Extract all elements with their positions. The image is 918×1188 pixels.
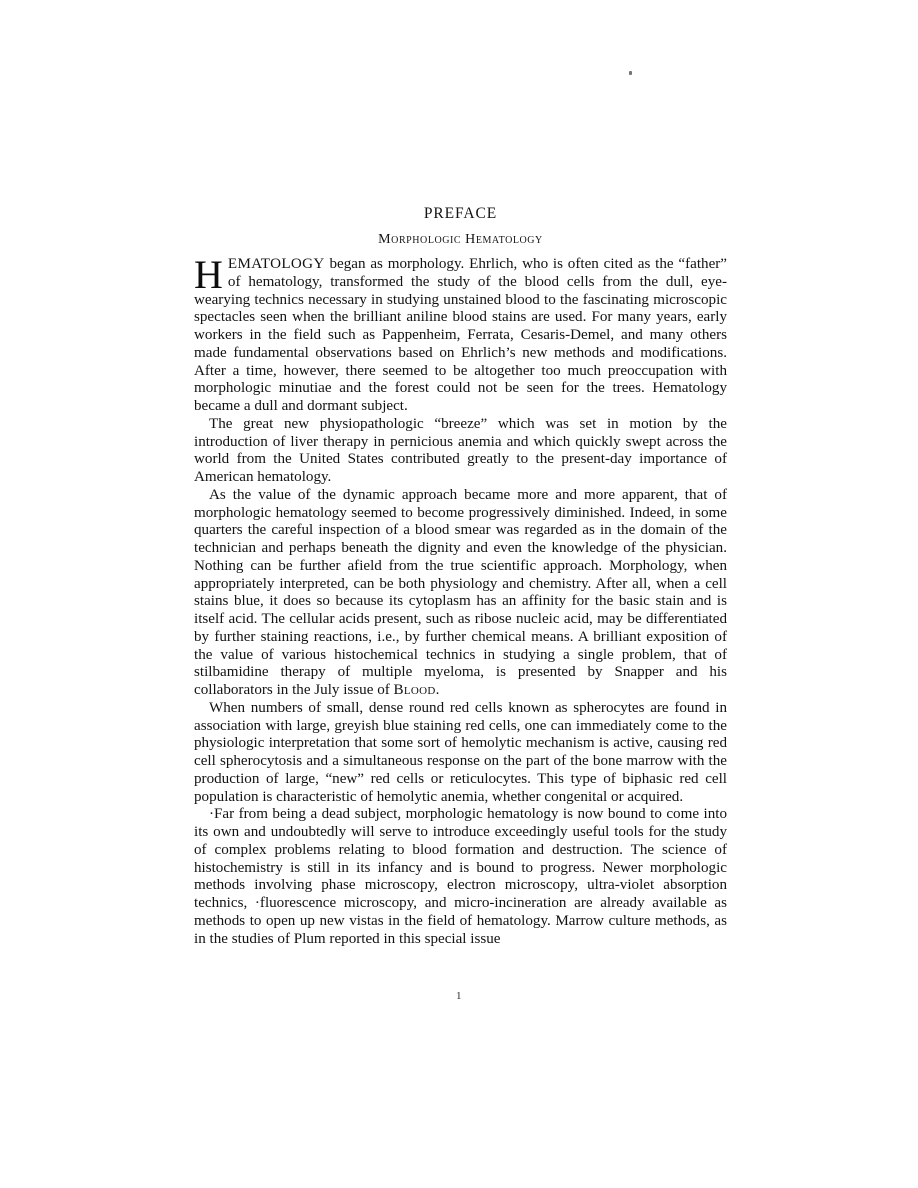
scan-artifact-speck [629, 71, 632, 75]
text-column [194, 205, 727, 948]
paragraph-spherocytes: When numbers of small, dense round red cells known as spherocytes are found in association with large, greyish blue staining red cells, one can immediately come to the physiologic interpretation that some sort of hemolytic mechanism is active, causing red cell spherocytosis and a simultaneous response on the part of the bone marrow with the production of large, “new” red cells or reticulocytes. This type of biphasic red cell population is characteristic of hemolytic anemia, whether congenital or acquired. [194, 699, 727, 805]
paragraph-dynamic-approach [194, 487, 727, 700]
paragraph-breeze: The great new physiopathologic “breeze” which was set in motion by the introduction of liver therapy in pernicious anemia and which quickly swept across the world from the United States contributed greatly to the present-day importance of American hematology. [194, 415, 727, 485]
drop-cap-letter: H [194, 252, 223, 297]
page-title: PREFACE [423, 205, 498, 222]
page-number: 1 [456, 990, 462, 1002]
paragraph-far-from-dead: ·Far from being a dead subject, morphologic hematology is now bound to come into its own and undoubtedly will serve to introduce exceedingly useful tools for the study of complex problems relating to blood formation and destruction. The science of histochemistry is still in its infancy and is bound to progress. Newer morphologic methods involving phase microscopy, electron microscopy, ultra-violet absorption technics, ·fluorescence microscopy, and micro-incineration are already available as methods to open up new vistas in the field of hematology. Marrow culture methods, as in the studies of Plum reported in this special issue [194, 806, 727, 947]
section-subtitle: Morphologic Hematology [378, 232, 543, 247]
paragraph-opening-lead: EMATOLOGY [227, 256, 325, 272]
paragraph-opening [194, 252, 727, 416]
paragraph-dynamic-approach-part1: As the value of the dynamic approach became more and more apparent, that of morphologic hematology seemed to become progressively diminished. Indeed, in some quarters the careful inspection of a blood smear was regarded as in the domain of the technician and perhaps beneath the dignity and even the knowledge of the physician. Nothing can be further afield from the true scientific approach. Morphology, when appropriately interpreted, can be both physiology and chemistry. After all, when a cell stains blue, it does so because its cytoplasm has an affinity for the basic stain and is itself acid. The cellular acids present, such as ribose nucleic acid, may be differentiated by further staining reactions, i.e., by further chemical means. A brilliant exposition of the value of various histochemical technics in studying a single problem, that of stilbamidine therapy of multiple myeloma, is presented by Snapper and his collaborators in the July issue of [194, 486, 727, 698]
paragraph-dynamic-approach-part2: . [435, 682, 440, 698]
paragraph-opening-body: began as morphology. Ehrlich, who is often cited as the “father” of hematology, transformed the study of the blood cells from the dull, eye-wearying technics necessary in studying unstained blood to the fascinating microscopic spectacles seen when the brilliant aniline blood stains are used. For many years, early workers in the field such as Pappenheim, Ferrata, Cesaris-Demel, and many others made fundamental observations based on Ehrlich’s new methods and modifications. After a time, however, there seemed to be altogether too much preoccupation with morphologic minutiae and the forest could not be seen for the trees. Hematology became a dull and dormant subject. [194, 256, 727, 414]
journal-name-blood: Blood [393, 682, 436, 698]
